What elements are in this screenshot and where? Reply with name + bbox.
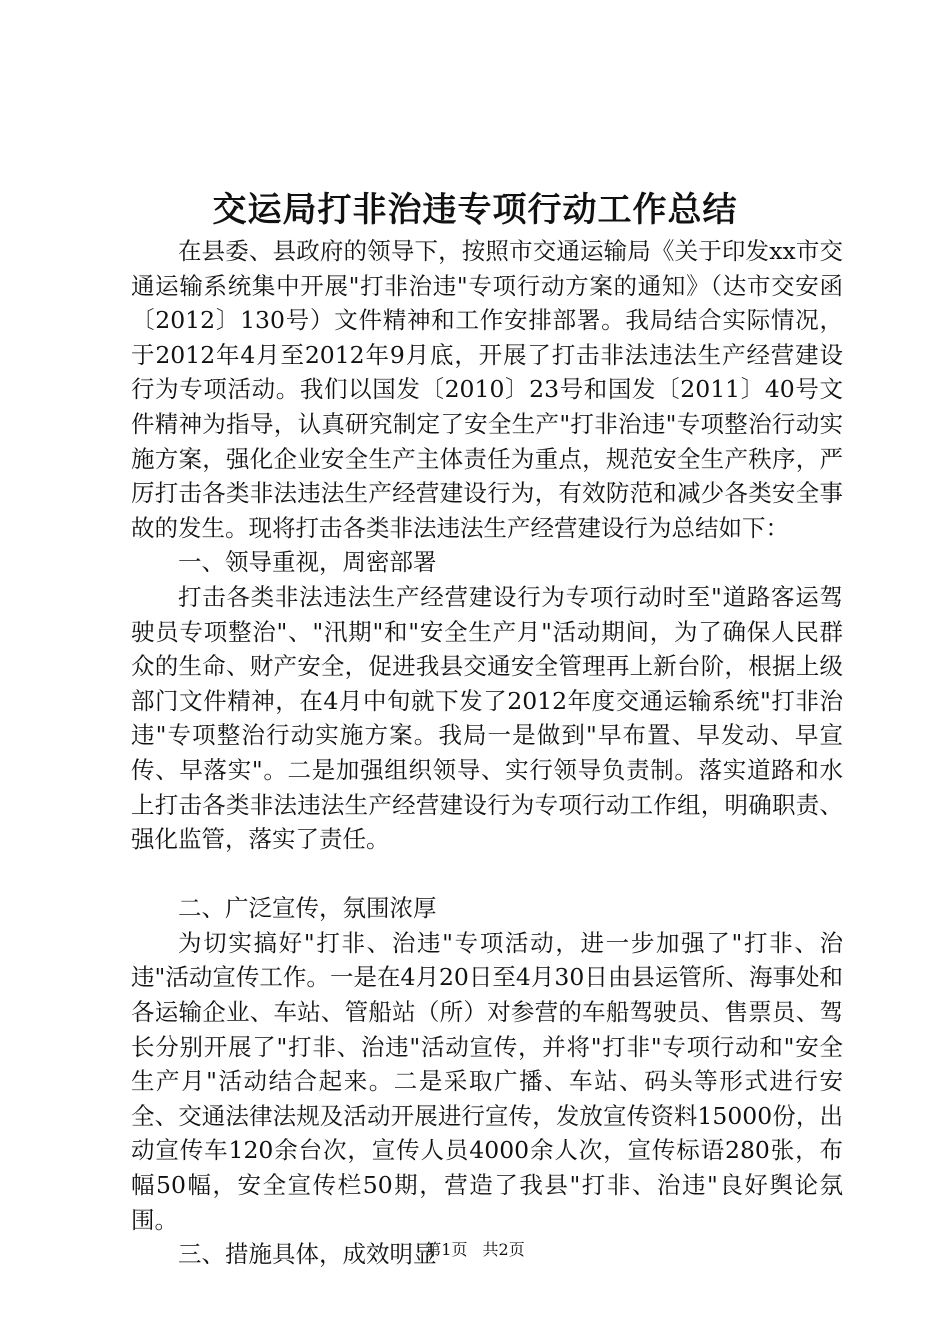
document-title: 交运局打非治违专项行动工作总结 (212, 190, 738, 230)
page-footer (0, 1239, 950, 1261)
intro-paragraph: 在县委、县政府的领导下，按照市交通运输局《关于印发xx市交通运输系统集中开展"打非治违"专项行动方案的通知》（达市交安函〔2012〕130号）文件精神和工作安排部署。我局结合实际情况，于2012年4月至2012年9月底，开展了打击非法违法生产经营建设行为专项活动。我们以国发〔2010〕23号和国发〔2011〕40号文件精神为指导，认真研究制定了安全生产"打非治违"专项整治行动实施方案，强化企业安全生产主体责任为重点，规范安全生产秩序，严厉打击各类非法违法生产经营建设行为，有效防范和减少各类安全事故的发生。现将打击各类非法违法生产经营建设行为总结如下： (131, 237, 843, 542)
section-1-paragraph: 打击各类非法违法生产经营建设行为专项行动时至"道路客运驾驶员专项整治"、"汛期"和"安全生产月"活动期间，为了确保人民群众的生命、财产安全，促进我县交通安全管理再上新台阶，根据上级部门文件精神，在4月中旬就下发了2012年度交通运输系统"打非治违"专项整治行动实施方案。我局一是做到"早布置、早发动、早宣传、早落实"。二是加强组织领导、实行领导负责制。落实道路和水上打击各类非法违法生产经营建设行为专项行动工作组，明确职责、强化监管，落实了责任。 (131, 582, 843, 854)
total-pages: 共2页 (482, 1240, 525, 1259)
document-body (131, 234, 843, 1272)
section-heading-2: 二、广泛宣传，氛围浓厚 (178, 894, 437, 923)
section-2-paragraph: 为切实搞好"打非、治违"专项活动，进一步加强了"打非、治违"活动宣传工作。一是在4月20日至4月30日由县运管所、海事处和各运输企业、车站、管船站（所）对参营的车船驾驶员、售票员、驾长分别开展了"打非、治违"活动宣传，并将"打非"专项行动和"安全生产月"活动结合起来。二是采取广播、车站、码头等形式进行安全、交通法律法规及活动开展进行宣传，发放宣传资料15000份，出动宣传车120余台次，宣传人员4000余人次，宣传标语280张，布幅50幅，安全宣传栏50期，营造了我县"打非、治违"良好舆论氛围。 (131, 928, 843, 1234)
section-heading-3: 三、措施具体，成效明显 (178, 1240, 437, 1269)
section-heading-1: 一、领导重视，周密部署 (178, 548, 437, 577)
page-number: 第1页 (425, 1240, 468, 1259)
